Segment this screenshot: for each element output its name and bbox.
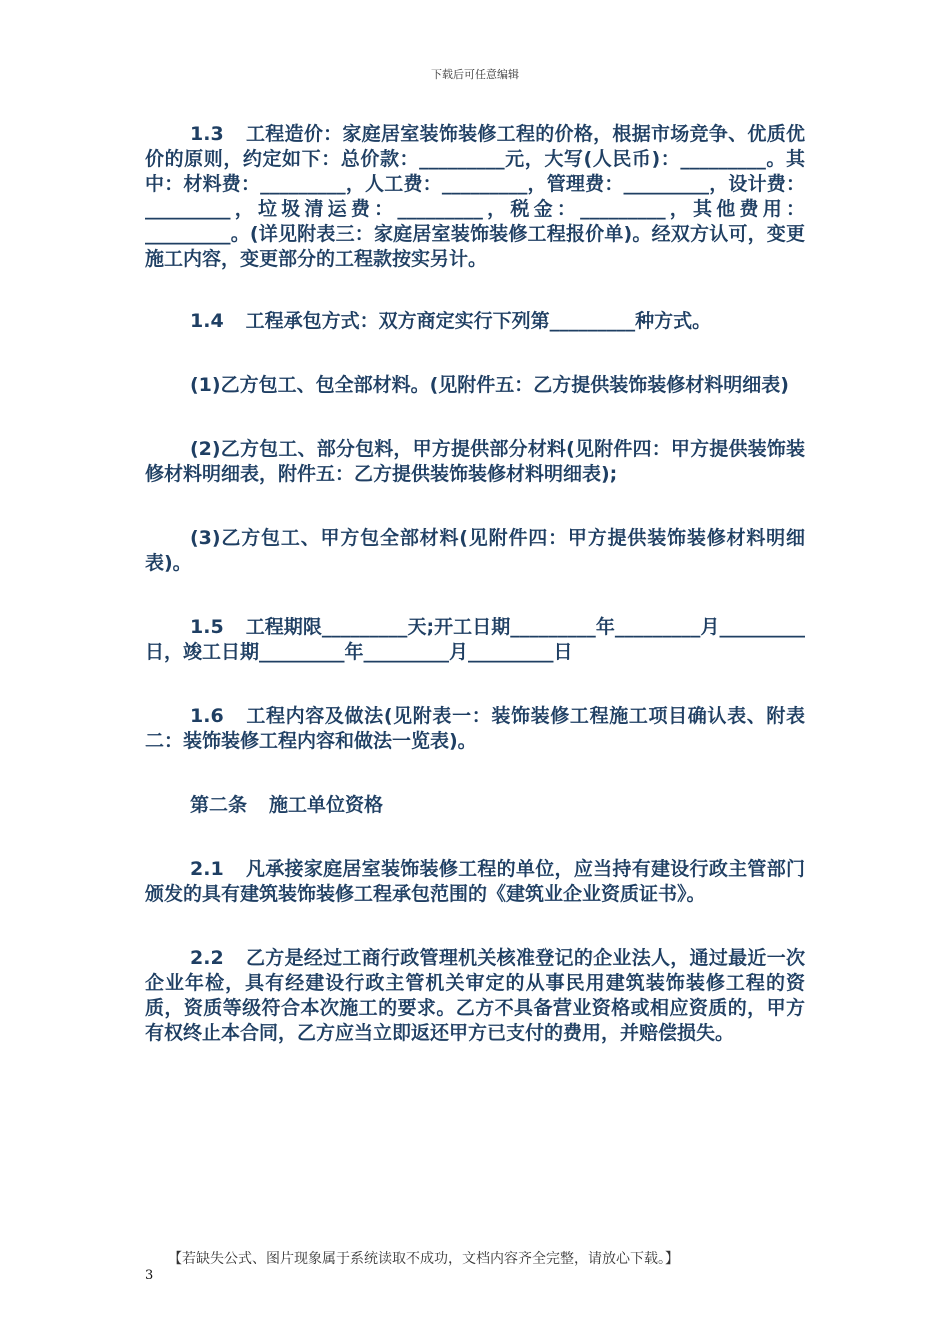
clause-text: 凡承接家庭居室装饰装修工程的单位，应当持有建设行政主管部门颁发的具有建筑装饰装修工程承包范围的《建筑业企业资质证书》。 [145,858,805,905]
page-number: 3 [145,1268,154,1283]
clause-text: 工程内容及做法(见附表一：装饰装修工程施工项目确认表、附表二：装饰装修工程内容和做法一览表)。 [145,705,805,752]
clause-number: 2.1 [190,858,224,880]
clause-text: 工程造价：家庭居室装饰装修工程的价格，根据市场竞争、优质优价的原则，约定如下：总价款：_________元，大写(人民币)：_________。其中：材料费：_________，人工费：_________，管理费：_________，设计费：_________，垃圾清运费：_________，税金：_________，其他费用：_________。(详见附表三：家庭居室装饰装修工程报价单)。经双方认可，变更施工内容，变更部分的工程款按实另计。 [145,123,805,270]
clause-text: (1)乙方包工、包全部材料。(见附件五：乙方提供装饰装修材料明细表) [190,374,789,396]
document-body [145,122,805,1085]
clause-1-3 [145,122,805,272]
clause-text: (3)乙方包工、甲方包全部材料(见附件四：甲方提供装饰装修材料明细表)。 [145,527,805,574]
clause-1-6 [145,704,805,754]
clause-number: 1.3 [190,123,224,145]
clause-number: 1.4 [190,310,224,332]
clause-1-4 [145,309,805,334]
clause-text: 乙方是经过工商行政管理机关核准登记的企业法人，通过最近一次企业年检，具有经建设行政主管机关审定的从事民用建筑装饰装修工程的资质，资质等级符合本次施工的要求。乙方不具备营业资格或相应资质的，甲方有权终止本合同，乙方应当立即返还甲方已支付的费用，并赔偿损失。 [145,947,805,1044]
option-2 [145,437,805,487]
option-3 [145,526,805,576]
clause-1-5 [145,615,805,665]
article-title: 施工单位资格 [269,794,384,816]
footer-notice: 【若缺失公式、图片现象属于系统读取不成功，文档内容齐全完整，请放心下载。】 [168,1251,679,1267]
clause-text: 工程期限_________天;开工日期_________年_________月_________日，竣工日期_________年_________月_________日 [145,616,805,663]
page-header: 下载后可任意编辑 [431,68,519,81]
clause-text: (2)乙方包工、部分包料，甲方提供部分材料(见附件四：甲方提供装饰装修材料明细表，附件五：乙方提供装饰装修材料明细表); [145,438,805,485]
option-1 [145,373,805,398]
clause-text: 工程承包方式：双方商定实行下列第_________种方式。 [245,310,712,332]
article-2-heading [145,793,805,818]
article-number: 第二条 [190,794,248,816]
clause-number: 2.2 [190,947,224,969]
clause-2-2 [145,946,805,1046]
clause-number: 1.6 [190,705,224,727]
clause-2-1 [145,857,805,907]
clause-number: 1.5 [190,616,224,638]
